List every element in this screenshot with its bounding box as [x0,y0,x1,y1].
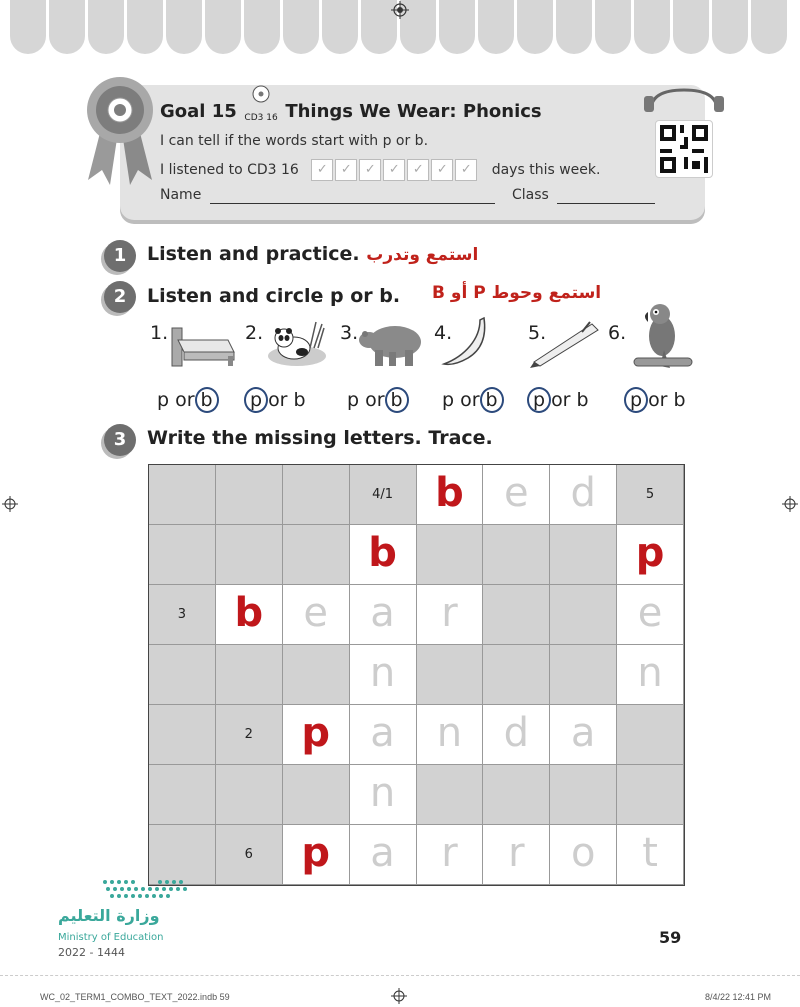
grid-cell-letter[interactable] [350,585,417,645]
item-4-choice [442,387,504,413]
grid-cell-blocked [149,705,216,765]
item-2-choice [244,387,306,413]
choice-6-left-circled[interactable]: p [624,387,648,413]
given-letter: p [301,709,330,756]
trace-letter: o [570,829,596,876]
grid-cell-blocked [216,825,283,885]
grid-cell-letter[interactable] [483,465,550,525]
registration-mark-icon [391,1,409,19]
choice-6-right[interactable]: or b [648,389,686,411]
grid-cell-letter[interactable] [350,705,417,765]
day-checkbox[interactable]: ✓ [335,159,357,181]
grid-cell-letter[interactable] [350,825,417,885]
grid-cell-blocked [483,585,550,645]
trace-letter: n [369,649,396,696]
grid-cell-blocked [149,585,216,645]
item-1-number: 1. [150,322,169,344]
grid-cell-blocked [550,765,617,825]
choice-1-right-circled[interactable]: b [195,387,219,413]
section-1-title-text: Listen and practice. [147,243,360,265]
grid-cell-letter[interactable] [483,705,550,765]
trace-letter: t [642,829,658,876]
awning-scallop [205,0,241,54]
awning-scallop [49,0,85,54]
item-5-choice [527,387,589,413]
trace-letter: r [441,829,458,876]
choice-3-right-circled[interactable]: b [385,387,409,413]
grid-cell-letter[interactable] [483,825,550,885]
grid-cell-blocked [216,465,283,525]
grid-cell-letter[interactable] [617,525,684,585]
name-field-row [160,187,500,204]
ministry-arabic: وزارة التعليم [58,906,160,925]
awning-scallop [166,0,202,54]
item-6-number: 6. [608,322,627,344]
awning-scallop [127,0,163,54]
choice-4-right-circled[interactable]: b [480,387,504,413]
grid-cell-letter[interactable] [283,705,350,765]
grid-cell-blocked [550,525,617,585]
item-4-number: 4. [434,322,453,344]
grid-cell-blocked [216,765,283,825]
trace-letter: a [370,589,395,636]
grid-cell-blocked [149,765,216,825]
awning-scallop [244,0,280,54]
choice-2-right[interactable]: or b [268,389,306,411]
section-1-arabic: استمع وتدرب [366,245,479,265]
goal-subtitle: Things We Wear: Phonics [285,101,542,122]
grid-cell-letter[interactable] [617,645,684,705]
awning-scallop [439,0,475,54]
choice-5-right[interactable]: or b [551,389,589,411]
listened-prefix: I listened to CD3 16 [160,162,299,178]
grid-cell-letter[interactable] [617,585,684,645]
given-letter: p [301,829,330,876]
day-checkbox[interactable]: ✓ [311,159,333,181]
grid-cell-blocked [216,705,283,765]
grid-cell-blocked [283,765,350,825]
trace-letter: a [570,709,596,756]
parrot-icon [630,300,696,376]
choice-5-left-circled[interactable]: p [527,387,551,413]
grid-cell-blocked [417,645,484,705]
grid-cell-blocked [283,525,350,585]
day-checkbox[interactable]: ✓ [431,159,453,181]
day-checkbox[interactable]: ✓ [359,159,381,181]
grid-cell-letter[interactable] [216,585,283,645]
awning-scallop [556,0,592,54]
goal-title-row [160,101,542,122]
trace-letter: r [441,589,458,636]
section-2-number: 2 [104,281,136,313]
grid-cell-blocked [216,525,283,585]
ministry-year: 2022 - 1444 [58,946,125,959]
name-field[interactable] [210,187,495,204]
section-2-title: Listen and circle p or b. [147,285,401,307]
given-letter: p [635,529,665,576]
goal-title: Goal 15 [160,101,237,122]
day-checkbox[interactable]: ✓ [383,159,405,181]
choice-4-left[interactable]: p or [442,389,480,411]
headphones-icon [643,88,725,112]
section-1-number: 1 [104,240,136,272]
awning-scallop [595,0,631,54]
grid-cell-letter[interactable] [417,465,484,525]
footer-divider [0,975,800,976]
listened-suffix: days this week. [491,162,601,178]
awning-scallop [712,0,748,54]
awning-scallop [478,0,514,54]
grid-cell-blocked [483,645,550,705]
item-5-number: 5. [528,322,547,344]
grid-cell-blocked [417,525,484,585]
grid-cell-blocked [149,645,216,705]
footer-filename: WC_02_TERM1_COMBO_TEXT_2022.indb 59 [40,992,230,1002]
goal-box [120,85,705,220]
trace-letter: e [637,589,663,636]
choice-1-left[interactable]: p or [157,389,195,411]
banana-icon [440,316,492,370]
choice-3-left[interactable]: p or [347,389,385,411]
grid-cell-blocked [283,645,350,705]
grid-cell-letter[interactable] [550,465,617,525]
trace-letter: a [370,709,395,756]
item-3-choice [347,387,409,413]
awning-scallop [283,0,319,54]
given-letter: b [234,589,264,636]
grid-cell-blocked [617,705,684,765]
registration-mark-icon [391,988,407,1004]
clue-number: 2 [244,727,253,742]
ministry-english: Ministry of Education [58,932,164,943]
grid-cell-letter[interactable] [417,825,484,885]
grid-cell-letter[interactable] [350,765,417,825]
cd-label: CD3 16 [244,113,278,123]
item-3-number: 3. [340,322,359,344]
trace-letter: r [508,829,525,876]
trace-letter: a [370,829,395,876]
day-checkboxes [311,159,479,181]
grid-cell-blocked [617,465,684,525]
grid-cell-blocked [617,765,684,825]
item-2-number: 2. [245,322,264,344]
cd-icon [251,84,271,104]
class-label: Class [512,187,549,203]
grid-cell-letter[interactable] [617,825,684,885]
day-checkbox[interactable]: ✓ [455,159,477,181]
awning-scallop [10,0,46,54]
goal-line1: I can tell if the words start with p or b. [160,133,429,149]
item-1-choice [157,387,219,413]
awning-scallop [517,0,553,54]
section-3-number: 3 [104,424,136,456]
awning-scallop [673,0,709,54]
grid-cell-blocked [149,465,216,525]
section-3-title: Write the missing letters. Trace. [147,427,493,449]
grid-cell-blocked [283,465,350,525]
qr-code[interactable] [655,120,713,178]
bear-icon [357,318,427,368]
grid-cell-letter[interactable] [550,705,617,765]
footer-date: 8/4/22 12:41 PM [705,992,772,1002]
grid-cell-letter[interactable] [550,825,617,885]
class-field[interactable] [557,187,655,204]
awning-scallop [88,0,124,54]
grid-cell-blocked [417,765,484,825]
grid-cell-letter[interactable] [350,645,417,705]
clue-number: 4/1 [372,487,394,502]
rosette-icon [80,70,160,190]
given-letter: b [368,529,397,576]
clue-number: 6 [244,847,253,862]
grid-cell-letter[interactable] [283,585,350,645]
clue-number: 3 [177,607,187,622]
grid-cell-blocked [483,525,550,585]
trace-letter: n [637,649,663,696]
registration-mark-icon [2,496,18,512]
class-field-row [512,187,655,204]
item-6-choice [624,387,686,413]
grid-cell-letter[interactable] [350,525,417,585]
awning-scallop [322,0,358,54]
crossword-grid [148,464,685,886]
grid-cell-blocked [550,585,617,645]
grid-cell-letter[interactable] [283,825,350,885]
panda-icon [266,318,328,368]
awning-scallop [634,0,670,54]
trace-letter: n [436,709,463,756]
given-letter: b [435,469,464,516]
clue-number: 5 [645,487,655,502]
bed-icon [168,320,238,370]
awning-scallop [751,0,787,54]
pen-icon [522,318,602,368]
registration-mark-icon [782,496,798,512]
trace-letter: e [504,469,529,516]
day-checkbox[interactable]: ✓ [407,159,429,181]
trace-letter: n [369,769,396,816]
page-number: 59 [659,928,682,947]
section-2-arabic: استمع وحوط P أو B [432,283,602,303]
choice-2-left-circled[interactable]: p [244,387,268,413]
trace-letter: e [303,589,328,636]
name-label: Name [160,187,202,203]
grid-cell-blocked [550,645,617,705]
section-1-title [147,243,478,265]
grid-cell-letter[interactable] [417,585,484,645]
grid-cell-blocked [149,525,216,585]
goal-line2 [160,159,600,181]
trace-letter: d [503,709,529,756]
grid-cell-blocked [483,765,550,825]
trace-letter: d [570,469,596,516]
grid-cell-blocked [350,465,417,525]
grid-cell-blocked [216,645,283,705]
grid-cell-letter[interactable] [417,705,484,765]
ministry-logo-icon [100,876,190,906]
